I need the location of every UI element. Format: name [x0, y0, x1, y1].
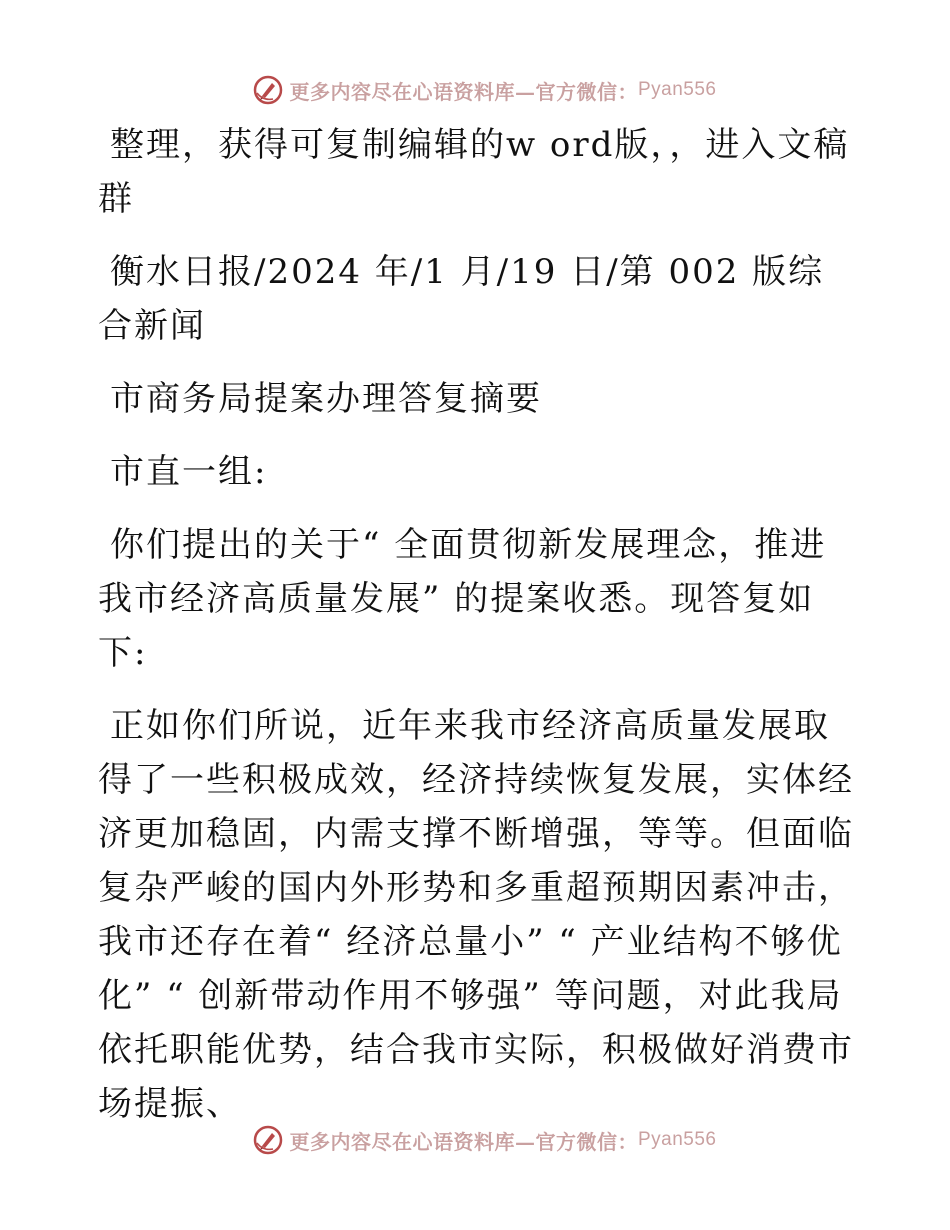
header-watermark — [0, 70, 950, 110]
paragraph-recipient: 市直一组: — [110, 452, 268, 492]
watermark-wechat-id: Pyan556 — [637, 1129, 717, 1150]
pen-logo-icon — [253, 1125, 283, 1155]
paragraph-source: 衡水日报/2024 年/1 月/19 日/第 002 版综合新闻 — [98, 252, 825, 346]
pen-logo-icon — [253, 75, 283, 105]
footer-watermark — [0, 1120, 950, 1160]
document-body — [98, 118, 858, 1150]
paragraph-title: 市商务局提案办理答复摘要 — [110, 379, 542, 419]
paragraph-response: 正如你们所说，近年来我市经济高质量发展取得了一些积极成效，经济持续恢复发展，实体经济更加稳固，内需支撑不断增强，等等。但面临复杂严峻的国内外形势和多重超预期因素冲击，我市还存在着“ 经济总量小” “ 产业结构不够优化” “ 创新带动作用不够强” 等问题，对此我局依托职能优势，结合我市实际，积极做好消费市场提振、 — [98, 706, 854, 1124]
watermark-text: 更多内容尽在心语资料库—官方微信： — [289, 79, 638, 104]
watermark-wechat-id: Pyan556 — [637, 79, 717, 100]
paragraph-acknowledgement: 你们提出的关于“ 全面贯彻新发展理念，推进我市经济高质量发展” 的提案收悉。现答复如下: — [98, 525, 827, 673]
paragraph-intro: 整理，获得可复制编辑的w ord版，，进入文稿群 — [98, 125, 850, 219]
watermark-text: 更多内容尽在心语资料库—官方微信： — [289, 1129, 638, 1154]
